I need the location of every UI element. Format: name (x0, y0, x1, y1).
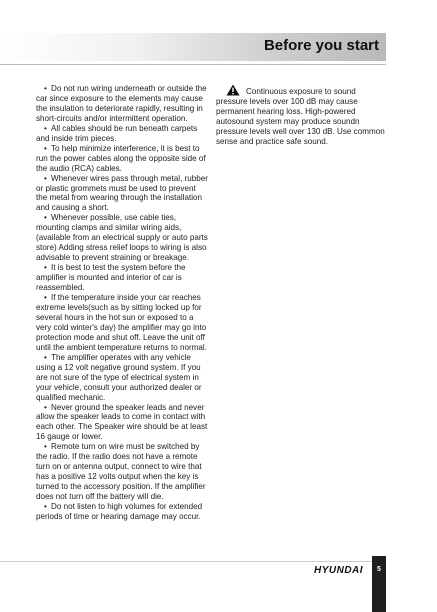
list-item-text: Remote turn on wire must be switched by the radio. If the radio does not have a remote turn on or antenna output, connect to wire that has a positive 12 volts output when the key is turned to the accessory position. If the amplifier does not turn off the battery will die. (36, 442, 206, 502)
list-item (36, 84, 208, 124)
list-item-text: Whenever wires pass through metal, rubber or plastic grommets must be used to prevent the metal from wearing through the installation and causing a short. (36, 173, 209, 213)
list-item (36, 174, 208, 214)
page-number: 5 (377, 566, 381, 573)
warning-triangle-icon (226, 84, 240, 96)
warning-text: Continuous exposure to sound pressure levels over 100 dB may cause permanent hearing loss. High-powered autosound system may produce soundn pressure levels well over 130 dB. Use common sense and practice safe sound. (216, 87, 385, 146)
list-item-text: Never ground the speaker leads and never allow the speaker leads to come in contact with each other. The Speaker wire should be at least 16 gauge or lower. (36, 402, 208, 442)
bullet-icon: • (44, 293, 47, 303)
list-item (36, 144, 208, 174)
bullet-icon: • (44, 402, 47, 412)
list-item (36, 502, 208, 522)
list-item (36, 213, 208, 263)
list-item-text: Do not run wiring underneath or outside the car since exposure to the elements may cause the insulation to deteriorate rapidly, resulting in short-circuits and/or intermittent operation. (36, 84, 207, 123)
bullet-icon: • (44, 143, 47, 153)
bullet-icon: • (44, 442, 47, 452)
page-number-tab (372, 556, 386, 612)
list-item-text: Do not listen to high volumes for extended periods of time or hearing damage may occur. (36, 502, 203, 521)
bullet-icon: • (44, 352, 47, 362)
list-item (36, 263, 208, 293)
list-item-text: All cables should be run beneath carpets and inside trim pieces. (36, 123, 198, 143)
bullet-icon: • (44, 123, 47, 133)
left-column (36, 84, 208, 522)
brand-logo: HYUNDAI (314, 565, 364, 576)
list-item (36, 403, 208, 443)
list-item-text: Whenever possible, use cable ties, mounting clamps and similar wiring aids, (available from an electrical supply or auto parts store) Adding stress relief loops to wiring is also advisable to prevent straining or breakage. (36, 213, 208, 263)
bullet-icon: • (44, 213, 47, 223)
bullet-icon: • (44, 502, 47, 512)
list-item (36, 353, 208, 403)
list-item-text: If the temperature inside your car reaches extreme levels(such as by sitting locked up for several hours in the hot sun or exposed to a very cold winter's day) the amplifier may go into protection mode and shut off. Leave the unit off until the ambient temperature returns to normal. (36, 293, 207, 352)
page-margin (392, 0, 437, 612)
warning-paragraph (216, 84, 386, 147)
page-title: Before you start (263, 37, 379, 54)
list-item-text: To help minimize interference, it is best to run the power cables along the opposite side of the audio (RCA) cables. (36, 143, 206, 173)
bullet-icon: • (44, 173, 47, 183)
bullet-icon: • (44, 84, 47, 93)
footer-divider (0, 561, 372, 562)
bullet-icon: • (44, 263, 47, 273)
list-item (36, 293, 208, 353)
list-item (36, 124, 208, 144)
right-column (216, 84, 386, 147)
list-item (36, 442, 208, 502)
list-item-text: It is best to test the system before the amplifier is mounted and interior of car is reassembled. (36, 263, 186, 293)
header-divider (0, 64, 386, 65)
list-item-text: The amplifier operates with any vehicle using a 12 volt negative ground system. If you are not sure of the type of electrical system in your vehicle, consult your authorized dealer or qualified mechanic. (36, 352, 202, 402)
